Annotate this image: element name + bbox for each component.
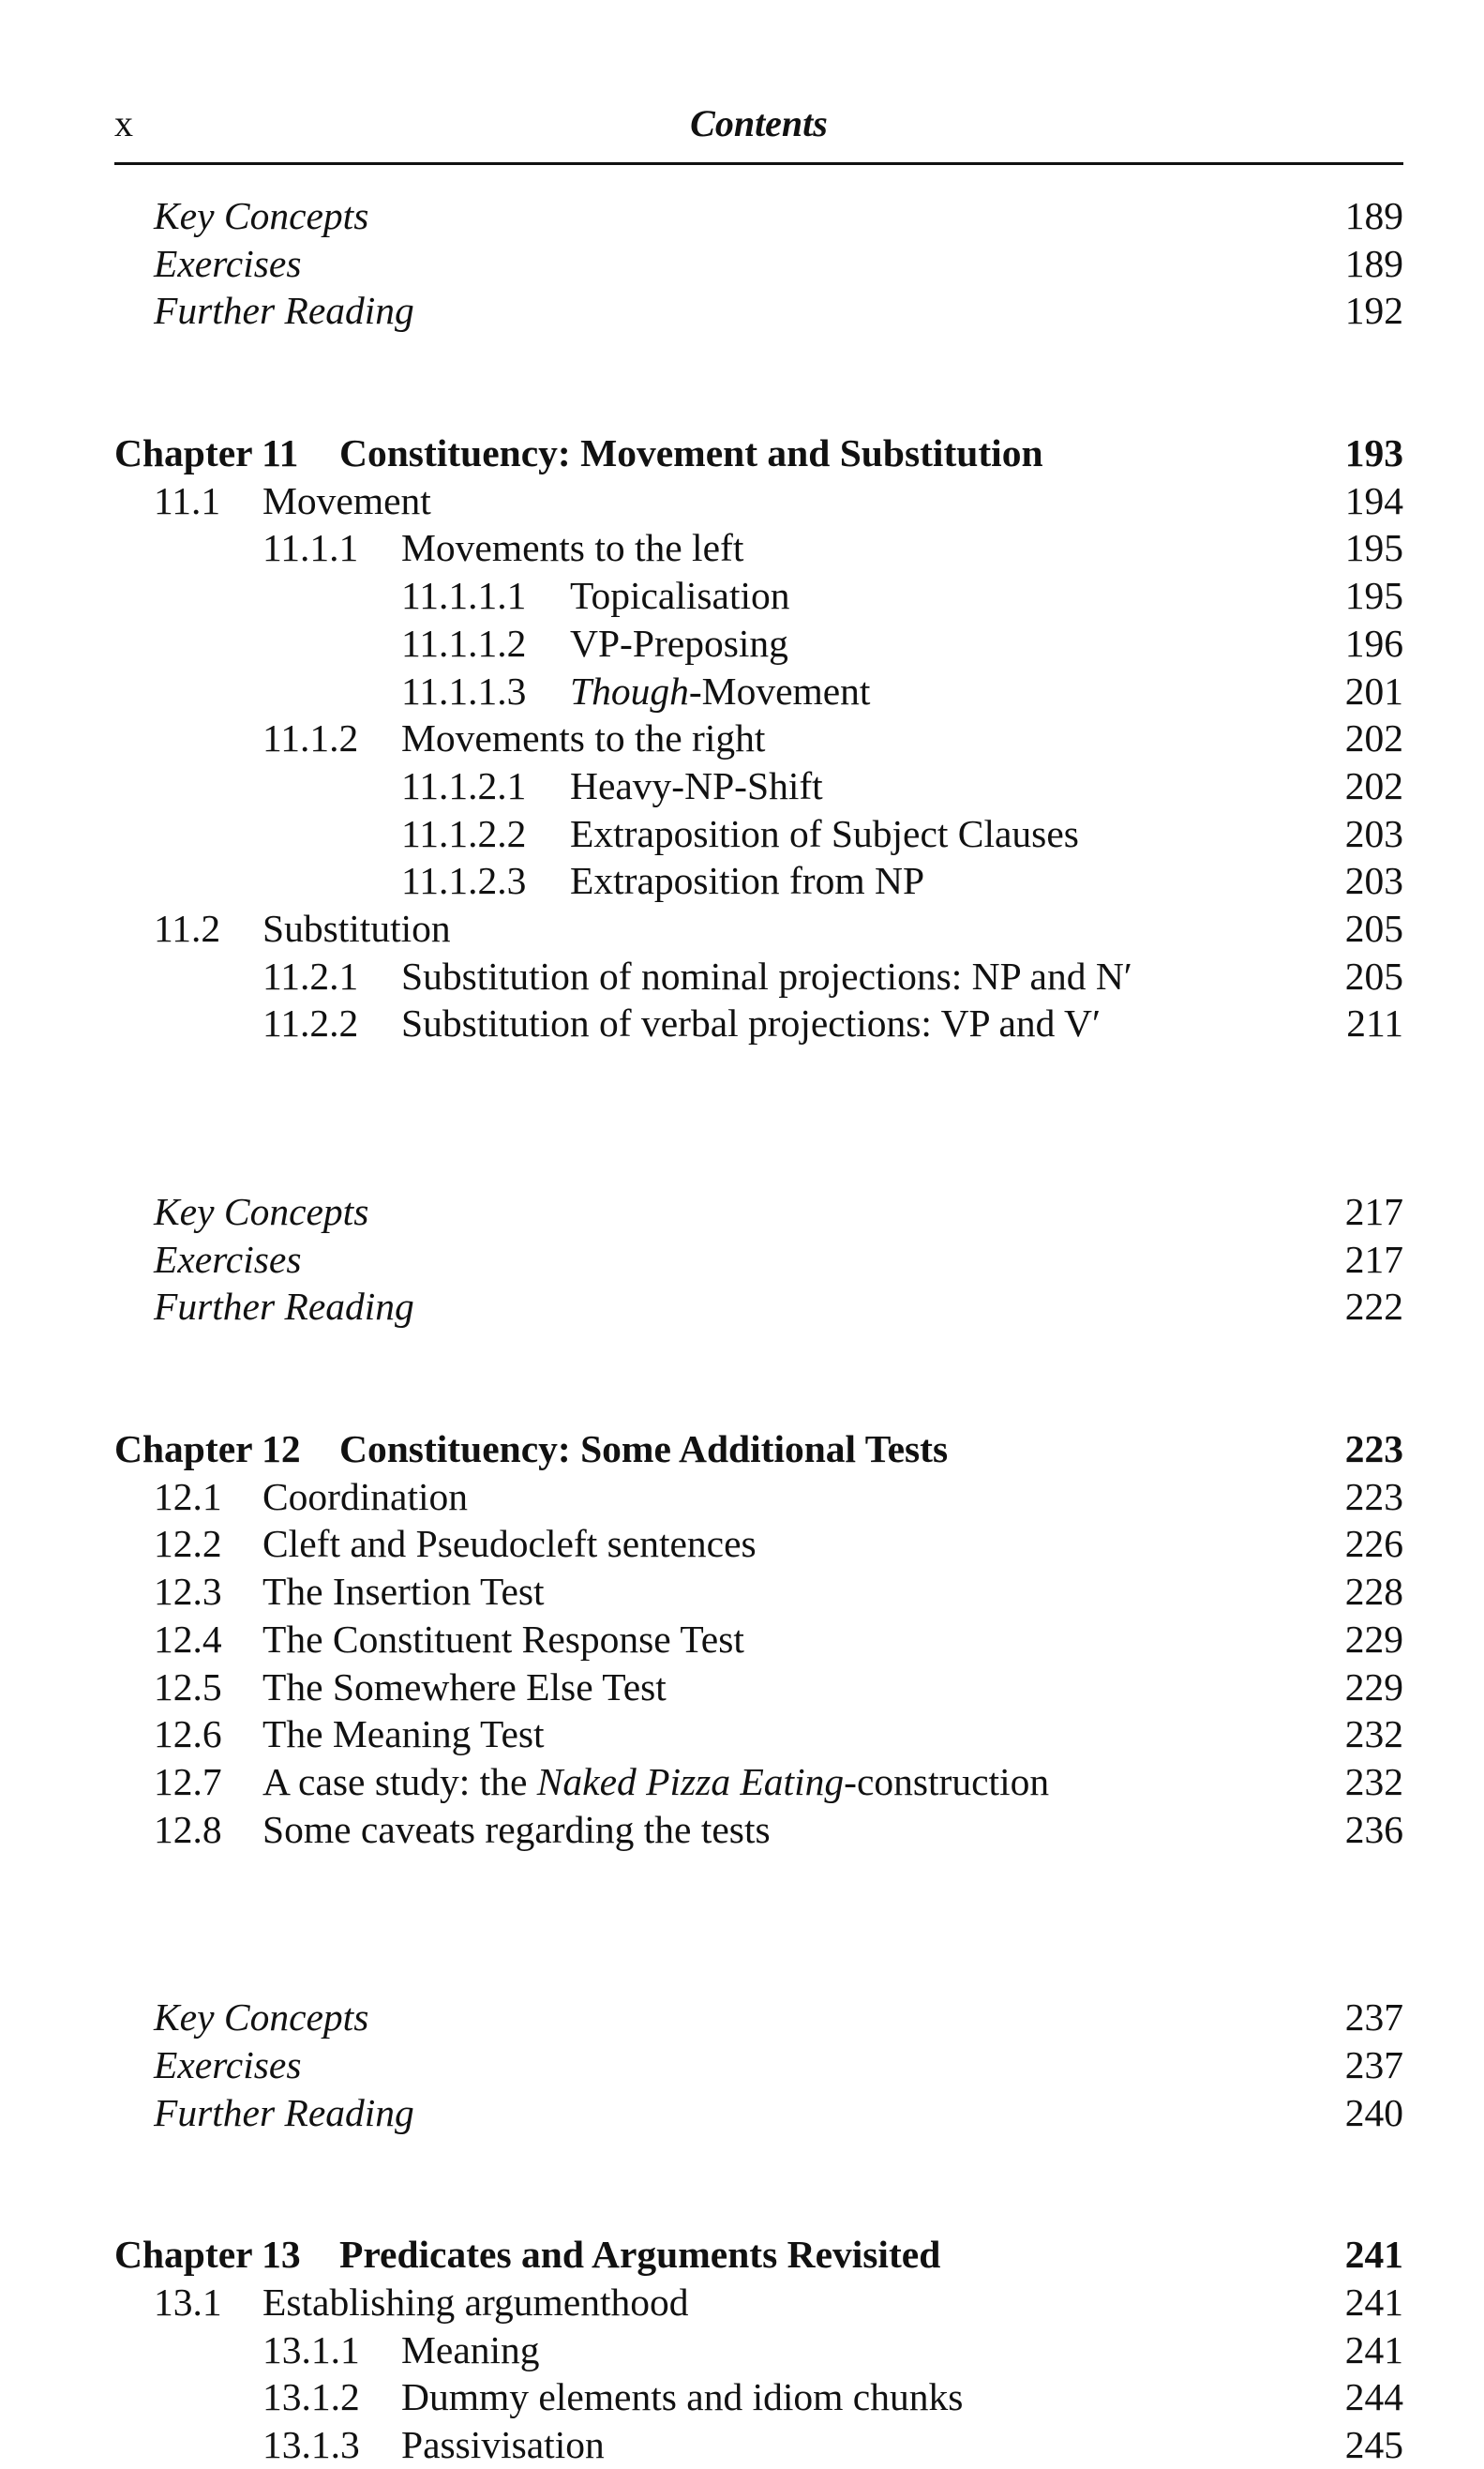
page-ref: 217 <box>1344 1237 1403 1281</box>
end-matter-entry[interactable] <box>114 1994 1403 2041</box>
section-entry[interactable] <box>114 1568 1403 1616</box>
page-ref: 236 <box>1344 1807 1403 1851</box>
entry-number: 12.7 <box>154 1759 222 1803</box>
end-matter-entry[interactable] <box>114 1236 1403 1284</box>
section-entry[interactable] <box>114 810 1403 858</box>
entry-number: 11.2.2 <box>262 1001 359 1046</box>
entry-title: Key Concepts <box>154 1190 369 1233</box>
entry-title: Some caveats regarding the tests <box>262 1807 771 1851</box>
section-entry[interactable] <box>114 1000 1403 1047</box>
running-title: Contents <box>690 102 828 144</box>
page-ref: 201 <box>1344 669 1403 713</box>
entry-title: Establishing argumenthood <box>262 2281 689 2324</box>
entry-number: 13.1.1 <box>262 2327 360 2371</box>
section-entry[interactable] <box>114 572 1403 620</box>
end-matter-entry[interactable] <box>114 287 1403 335</box>
page-ref: 232 <box>1344 1759 1403 1803</box>
section-entry[interactable] <box>114 1710 1403 1758</box>
entry-title: Coordination <box>262 1474 469 1518</box>
section-entry[interactable] <box>114 524 1403 572</box>
entry-number: 12.4 <box>154 1617 222 1661</box>
entry-title: Extraposition of Subject Clauses <box>570 811 1079 855</box>
page-ref: 223 <box>1344 1474 1403 1518</box>
page-ref: 196 <box>1344 621 1403 665</box>
entry-number: 12.8 <box>154 1807 222 1851</box>
entry-number: 11.1.2.1 <box>401 763 527 807</box>
entry-title: Substitution <box>262 906 451 950</box>
end-matter-entry[interactable] <box>114 2041 1403 2089</box>
entry-title: Constituency: Some Additional Tests <box>339 1427 949 1471</box>
page-ref: 237 <box>1344 2042 1403 2086</box>
page-ref: 222 <box>1344 1285 1403 1329</box>
entry-title: Extraposition from NP <box>570 859 925 903</box>
entry-number: 11.1.2.3 <box>401 859 527 903</box>
chapter-entry[interactable] <box>114 2231 1403 2279</box>
entry-number: 13.1.3 <box>262 2423 360 2467</box>
entry-number: Chapter 12 <box>114 1427 301 1471</box>
entry-title-tail: -construction <box>844 1759 1050 1803</box>
section-entry[interactable] <box>114 762 1403 810</box>
entry-title: Heavy-NP-Shift <box>570 763 823 807</box>
page-ref: 189 <box>1344 241 1403 285</box>
page-ref: 202 <box>1344 716 1403 760</box>
entry-title: The Somewhere Else Test <box>262 1664 667 1709</box>
entry-title: Meaning <box>401 2327 540 2371</box>
page-ref: 241 <box>1344 2327 1403 2371</box>
entry-number: 11.2 <box>154 906 221 950</box>
entry-title <box>262 1758 1049 1806</box>
section-entry[interactable] <box>114 668 1403 715</box>
entry-title-italic: Though <box>570 669 689 713</box>
page-ref: 226 <box>1344 1522 1403 1566</box>
end-matter-entry[interactable] <box>114 1283 1403 1331</box>
entry-title: VP-Preposing <box>570 621 788 665</box>
entry-title: The Insertion Test <box>262 1570 545 1614</box>
entry-title: Movements to the right <box>401 716 766 760</box>
end-matter-entry[interactable] <box>114 240 1403 288</box>
page-ref: 211 <box>1346 1001 1403 1046</box>
page-ref: 245 <box>1344 2423 1403 2467</box>
entry-title: Substitution of nominal projections: NP and N′ <box>401 954 1132 998</box>
end-matter-entry[interactable] <box>114 2089 1403 2137</box>
entry-number: 12.3 <box>154 1570 222 1614</box>
section-entry[interactable] <box>114 953 1403 1001</box>
page-ref: 195 <box>1344 574 1403 618</box>
section-entry[interactable] <box>114 1758 1403 1806</box>
page-ref: 232 <box>1344 1712 1403 1756</box>
entry-title: Key Concepts <box>154 1995 369 2040</box>
entry-title: Further Reading <box>154 1285 414 1329</box>
page-ref: 241 <box>1344 2281 1403 2324</box>
entry-number: 12.1 <box>154 1474 222 1518</box>
entry-title: Further Reading <box>154 2090 414 2134</box>
entry-number: Chapter 13 <box>114 2233 301 2277</box>
section-gap <box>114 1331 1403 1425</box>
entry-title-lead: A case study: the <box>262 1759 537 1803</box>
entry-title: Further Reading <box>154 289 414 333</box>
page-ref: 192 <box>1344 289 1403 333</box>
section-gap <box>114 1853 1403 1994</box>
page-ref: 237 <box>1344 1995 1403 2040</box>
entry-title: Exercises <box>154 241 302 285</box>
entry-title-rest: -Movement <box>688 669 871 713</box>
entry-title: Topicalisation <box>570 574 790 618</box>
entry-title: Exercises <box>154 2042 302 2086</box>
entry-number: 13.1.2 <box>262 2375 360 2419</box>
section-entry[interactable] <box>114 857 1403 905</box>
entry-title <box>570 668 870 715</box>
section-gap <box>114 335 1403 429</box>
page-ref: 228 <box>1344 1570 1403 1614</box>
entry-number: Chapter 11 <box>114 431 299 475</box>
section-entry[interactable] <box>114 477 1403 525</box>
entry-title: Key Concepts <box>154 194 369 237</box>
entry-title: Exercises <box>154 1237 302 1281</box>
section-entry[interactable] <box>114 2279 1403 2326</box>
running-header <box>114 101 1403 158</box>
page-number: x <box>114 102 133 144</box>
entry-number: 11.1.2 <box>262 716 359 760</box>
section-gap <box>114 1047 1403 1188</box>
entry-number: 12.5 <box>154 1664 222 1709</box>
entry-title: The Constituent Response Test <box>262 1617 744 1661</box>
entry-number: 11.1.1.1 <box>401 574 527 618</box>
section-entry[interactable] <box>114 715 1403 762</box>
page-ref: 205 <box>1344 954 1403 998</box>
page-ref: 229 <box>1344 1664 1403 1709</box>
section-entry[interactable] <box>114 1520 1403 1568</box>
end-matter-entry[interactable] <box>114 192 1403 240</box>
section-entry[interactable] <box>114 620 1403 668</box>
page-ref: 189 <box>1344 194 1403 237</box>
page-ref: 203 <box>1344 859 1403 903</box>
section-entry[interactable] <box>114 1473 1403 1521</box>
page-ref: 195 <box>1344 526 1403 570</box>
section-entry[interactable] <box>114 1616 1403 1664</box>
page-ref: 240 <box>1344 2090 1403 2134</box>
page-ref: 205 <box>1344 906 1403 950</box>
entry-title: Predicates and Arguments Revisited <box>339 2233 941 2277</box>
entry-number: 11.1.1 <box>262 526 359 570</box>
entry-number: 12.2 <box>154 1522 222 1566</box>
table-of-contents <box>114 192 1403 2469</box>
entry-title: Cleft and Pseudocleft sentences <box>262 1522 757 1566</box>
page-ref: 194 <box>1344 478 1403 522</box>
section-entry[interactable] <box>114 1806 1403 1854</box>
entry-title: Movement <box>262 478 431 522</box>
section-gap <box>114 2136 1403 2231</box>
entry-title: The Meaning Test <box>262 1712 545 1756</box>
entry-number: 11.1.1.3 <box>401 669 527 713</box>
entry-title: Substitution of verbal projections: VP and V′ <box>401 1001 1102 1046</box>
end-matter-entry[interactable] <box>114 1188 1403 1236</box>
entry-title: Constituency: Movement and Substitution <box>339 431 1043 475</box>
entry-number: 11.2.1 <box>262 954 359 998</box>
section-entry[interactable] <box>114 2326 1403 2374</box>
entry-title: Passivisation <box>401 2423 605 2467</box>
page-ref: 193 <box>1344 431 1403 475</box>
entry-number: 11.1.2.2 <box>401 811 527 855</box>
page-ref: 244 <box>1344 2375 1403 2419</box>
chapter-entry[interactable] <box>114 429 1403 477</box>
page-ref: 203 <box>1344 811 1403 855</box>
section-entry[interactable] <box>114 905 1403 953</box>
entry-title-italic: Naked Pizza Eating <box>536 1759 845 1803</box>
entry-number: 12.6 <box>154 1712 222 1756</box>
header-rule <box>114 162 1403 165</box>
page-ref: 217 <box>1344 1190 1403 1233</box>
entry-title: Dummy elements and idiom chunks <box>401 2375 964 2419</box>
page-ref: 202 <box>1344 763 1403 807</box>
page-ref: 223 <box>1344 1427 1403 1471</box>
entry-number: 13.1 <box>154 2281 222 2324</box>
entry-number: 11.1 <box>154 478 221 522</box>
page-ref: 241 <box>1344 2233 1403 2277</box>
section-entry[interactable] <box>114 2421 1403 2469</box>
chapter-entry[interactable] <box>114 1425 1403 1473</box>
section-entry[interactable] <box>114 1664 1403 1711</box>
page-ref: 229 <box>1344 1617 1403 1661</box>
entry-title: Movements to the left <box>401 526 744 570</box>
entry-number: 11.1.1.2 <box>401 621 527 665</box>
